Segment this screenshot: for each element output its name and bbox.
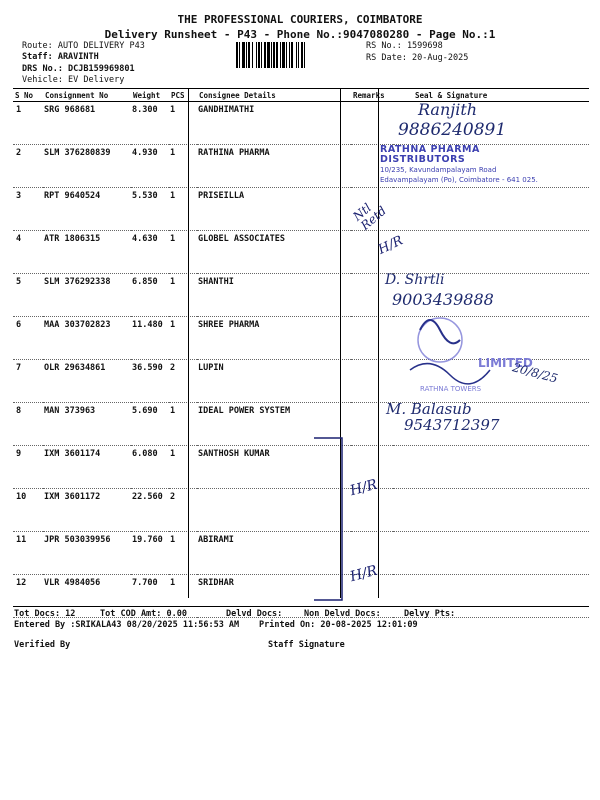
col-pcs: PCS [169,89,197,102]
row-pcs: 1 [169,446,197,489]
entered-by: Entered By :SRIKALA43 08/20/2025 11:56:53 AM [14,620,240,630]
row-consignee: SRIDHAR [197,575,351,618]
row-consignee: IDEAL POWER SYSTEM [197,403,351,446]
lupin-text: LIMITED [478,356,533,370]
row-pcs: 1 [169,403,197,446]
stamp-line3: Edavampalayam (Po), Coimbatore - 641 025. [380,176,538,184]
table-row [13,403,589,446]
table-header-row [13,89,589,102]
row-sno: 4 [13,231,43,274]
row-pcs: 1 [169,145,197,188]
staff-label: Staff: ARAVINTH [22,52,99,62]
signature-row5: D. Shrtli [385,272,445,288]
total-cod: Tot COD Amt: 0.00 [100,609,187,619]
staff-signature: Staff Signature [268,640,345,650]
lupin-subtext: RATHNA TOWERS [420,385,482,393]
row-sno: 1 [13,102,43,145]
row-pcs: 1 [169,274,197,317]
row-consignment: OLR 29634861 [43,360,131,403]
signature-row1: Ranjith [418,100,478,119]
row-pcs: 2 [169,489,197,532]
rs-number: RS No.: 1599698 [366,41,443,51]
runsheet-title: Delivery Runsheet - P43 - Phone No.:9047080280 - Page No.:1 [104,28,496,41]
row-pcs: 1 [169,231,197,274]
row-consignee: RATHINA PHARMA [197,145,351,188]
row-sno: 11 [13,532,43,575]
row-weight: 5.530 [131,188,169,231]
barcode [236,42,360,68]
col-sno: S No [13,89,43,102]
row-seal-signature [393,231,589,274]
row-consignment: SLM 376280839 [43,145,131,188]
row-pcs: 1 [169,317,197,360]
signature-row8: M. Balasub [386,400,472,418]
row-remarks [351,360,393,403]
row-seal-signature [393,532,589,575]
note-row10: H/R [348,476,380,500]
table-row [13,188,589,231]
delivered-docs: Delvd Docs: [226,609,283,619]
drs-label: DRS No.: DCJB159969801 [22,64,135,74]
row-sno: 9 [13,446,43,489]
row-consignment: IXM 3601174 [43,446,131,489]
vehicle-label: Vehicle: EV Delivery [22,75,125,85]
note-row3: Ntl Retd [350,200,389,233]
row-pcs: 1 [169,575,197,618]
row-weight: 36.590 [131,360,169,403]
row-remarks [351,102,393,145]
row-sno: 2 [13,145,43,188]
row-seal-signature [393,188,589,231]
col-remarks: Remarks [351,89,393,102]
non-delivered-docs: Non Delvd Docs: [304,609,381,619]
rathna-stamp [380,145,560,185]
row-weight: 8.300 [131,102,169,145]
row-consignment: IXM 3601172 [43,489,131,532]
phone-row1: 9886240891 [398,120,507,140]
column-divider [378,88,379,598]
row-sno: 5 [13,274,43,317]
footer-divider [13,606,589,607]
table-row [13,231,589,274]
row-sno: 10 [13,489,43,532]
route-label: Route: AUTO DELIVERY P43 [22,41,145,51]
row-consignment: JPR 503039956 [43,532,131,575]
row-sno: 12 [13,575,43,618]
date-row7: 20/8/25 [510,360,560,386]
col-seal-signature: Seal & Signature [393,89,589,102]
rs-date: RS Date: 20-Aug-2025 [366,53,469,63]
table-row [13,532,589,575]
barcode-bar [305,42,308,68]
row-consignee: PRISEILLA [197,188,351,231]
row-weight: 6.080 [131,446,169,489]
row-remarks [351,317,393,360]
row-consignee: SHANTHI [197,274,351,317]
col-consignee: Consignee Details [197,89,351,102]
row-consignee: SANTHOSH KUMAR [197,446,351,489]
stamp-line2: 10/235, Kavundampalayam Road [380,166,497,174]
row-consignee: GANDHIMATHI [197,102,351,145]
row-sno: 6 [13,317,43,360]
row-consignment: MAN 373963 [43,403,131,446]
company-title: THE PROFESSIONAL COURIERS, COIMBATORE [177,13,423,26]
total-docs: Tot Docs: 12 [14,609,76,619]
row-consignment: SLM 376292338 [43,274,131,317]
row-pcs: 1 [169,532,197,575]
phone-row8: 9543712397 [404,416,500,434]
table-row [13,489,589,532]
row-weight: 4.930 [131,145,169,188]
stamp-line1: RATHNA PHARMA DISTRIBUTORS [380,144,480,165]
note-row4: H/R [376,233,406,258]
row-sno: 7 [13,360,43,403]
row-consignment: MAA 303702823 [43,317,131,360]
row-sno: 8 [13,403,43,446]
row-consignment: VLR 4984056 [43,575,131,618]
verified-by: Verified By [14,640,71,650]
row-weight: 4.630 [131,231,169,274]
row-consignee: SHREE PHARMA [197,317,351,360]
row-weight: 5.690 [131,403,169,446]
column-divider [188,88,189,598]
row-seal-signature [393,489,589,532]
row-pcs: 1 [169,188,197,231]
row-sno: 3 [13,188,43,231]
row-weight: 6.850 [131,274,169,317]
table-row [13,446,589,489]
row-seal-signature [393,446,589,489]
row-consignee: GLOBEL ASSOCIATES [197,231,351,274]
row-consignee: ABIRAMI [197,532,351,575]
row-consignee: LUPIN [197,360,351,403]
col-weight: Weight [131,89,169,102]
row-consignment: ATR 1806315 [43,231,131,274]
row-pcs: 2 [169,360,197,403]
row-weight: 22.560 [131,489,169,532]
printed-on: Printed On: 20-08-2025 12:01:09 [259,620,418,630]
phone-row5: 9003439888 [392,290,494,309]
col-consignment: Consignment No [43,89,131,102]
row-weight: 7.700 [131,575,169,618]
note-row12: H/R [348,562,380,586]
row-weight: 11.480 [131,317,169,360]
row-consignment: SRG 968681 [43,102,131,145]
row-weight: 19.760 [131,532,169,575]
row-consignment: RPT 9640524 [43,188,131,231]
row-pcs: 1 [169,102,197,145]
delivery-points: Delvy Pts: [404,609,456,619]
